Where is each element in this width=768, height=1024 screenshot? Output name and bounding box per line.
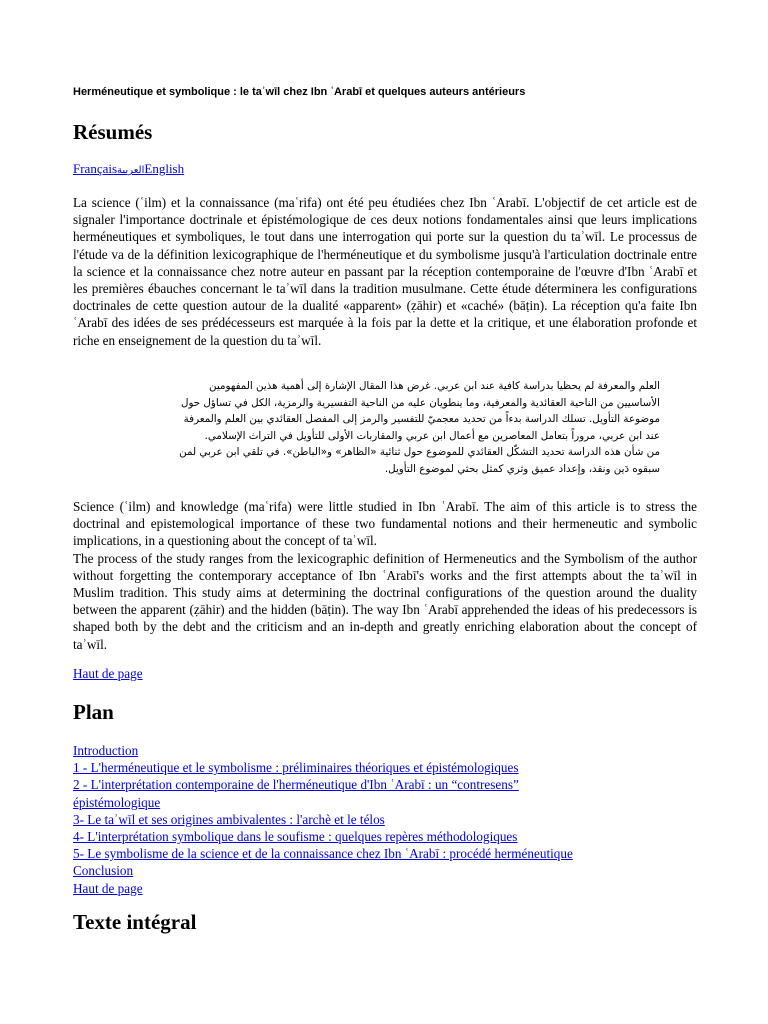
- lang-link-arabic[interactable]: العربية: [117, 165, 145, 176]
- plan-link-introduction[interactable]: Introduction: [73, 743, 139, 758]
- abstract-arabic-line: من شأن هذه الدراسة تحديد التشكّل العقائدي للموضوع حول ثنائية «الظاهر» و«الباطن». في تلقي ابن عربي لمن: [179, 446, 660, 458]
- lang-link-french[interactable]: Français: [73, 161, 118, 176]
- abstract-arabic-line: عند ابن عربي، مروراً بتعامل المعاصرين مع أعمال ابن عربي والمقاربات الأولى للتأويل في التراث الإسلامي.: [204, 429, 660, 442]
- document-title: Herméneutique et symbolique : le taʾwīl chez Ibn ʿArabī et quelques auteurs antérieurs: [73, 86, 526, 98]
- resumes-heading: Résumés: [73, 120, 153, 144]
- plan-link-section-4[interactable]: 4- L'interprétation symbolique dans le soufisme : quelques repères méthodologiques: [73, 829, 518, 845]
- abstract-french: [73, 194, 697, 349]
- back-to-top-link[interactable]: Haut de page: [73, 666, 143, 681]
- plan-link-conclusion[interactable]: Conclusion: [73, 863, 134, 879]
- plan-link-top[interactable]: Haut de page: [73, 880, 143, 896]
- plan-link-section-3[interactable]: 3- Le taʾwīl et ses origines ambivalentes : l'archè et le télos: [73, 811, 385, 827]
- abstract-arabic-line: سبقوه دَين ونقد، وإعداد عميق وثري كمثل بحثي لموضوع التأويل.: [384, 462, 660, 475]
- plan-heading: Plan: [73, 700, 114, 724]
- abstract-arabic-line: موضوعة التأويل. تسلك الدراسة بدءاً من تحديد معجميّ للتفسير والرمز إلى المفصل العقائدي بين العلم والمعرفة: [183, 413, 660, 425]
- abstract-french-text: La science (ʿilm) et la connaissance (maʿrifa) ont été peu étudiées chez Ibn ʿArabī. L'objectif de cet article est de signaler l'importance doctrinale et épistémologique de ces deux notions fondamentales ainsi que leurs implications herméneutiques et symboliques, le tout dans une interrogation qui porte sur la question du taʾwīl. Le processus de l'étude va de la définition lexicographique de l'herméneutique et du symbolisme jusqu'à l'articulation doctrinale entre la science et la connaissance chez notre auteur en passant par la réception contemporaine de l'œuvre d'Ibn ʿArabī et les premières ébauches concernant le taʾwīl dans la tradition musulmane. Cette étude déterminera les configurations doctrinales de cette question autour de la dualité «apparent» (ẓāhir) et «caché» (bāṭin). La réception qu'a faite Ibn ʿArabī des idées de ses prédécesseurs est marquée à la fois par la dette et la critique, et une élaboration profonde et riche en enseignement de la question du taʾwīl.: [73, 195, 697, 348]
- language-switcher: [73, 161, 184, 177]
- plan-link-section-1[interactable]: 1 - L'herméneutique et le symbolisme : préliminaires théoriques et épistémologiques: [73, 760, 519, 776]
- lang-link-english[interactable]: English: [144, 161, 185, 176]
- abstract-arabic-line: العلم والمعرفة لم يحظيا بدراسة كافية عند ابن عربي. غرض هذا المقال الإشارة إلى أهمية هذين المفهومين: [209, 380, 660, 392]
- abstract-arabic: [100, 378, 660, 477]
- plan-link-section-2[interactable]: 2 - L'interprétation contemporaine de l'herméneutique d'Ibn ʿArabī : un “contresens”: [73, 777, 519, 793]
- plan-link-section-5[interactable]: 5- Le symbolisme de la science et de la connaissance chez Ibn ʿArabī : procédé herméneutique: [73, 846, 573, 862]
- abstract-english: [73, 498, 697, 653]
- plan-link-section-2-cont[interactable]: épistémologique: [73, 794, 161, 810]
- full-text-heading: Texte intégral: [73, 910, 197, 934]
- abstract-english-p1: Science (ʿilm) and knowledge (maʿrifa) were little studied in Ibn ʿArabī. The aim of this article is to stress the doctrinal and epistemological importance of these two fundamental notions and their hermeneutic and symbolic implications, in a questioning about the concept of taʾwīl.: [73, 499, 697, 549]
- abstract-english-p2: The process of the study ranges from the lexicographic definition of Hermeneutics and the Symbolism of the author without forgetting the contemporary acceptance of Ibn ʿArabī's works and the first attempts about the taʾwīl in Muslim tradition. This study aims at determining the doctrinal configurations of the question around the duality between the apparent (ẓāhir) and the hidden (bāṭin). The way Ibn ʿArabī apprehended the ideas of his predecessors is shaped both by the debt and the criticism and an in-depth and greatly enriching elaboration about the concept of taʾwīl.: [73, 550, 697, 652]
- plan-list: [73, 742, 713, 897]
- abstract-arabic-line: الأساسيين من الناحية العقائدية والمعرفية، وما ينطويان عليه من الناحية التفسيرية والرمزية، الكل في تساؤل حول: [180, 396, 660, 409]
